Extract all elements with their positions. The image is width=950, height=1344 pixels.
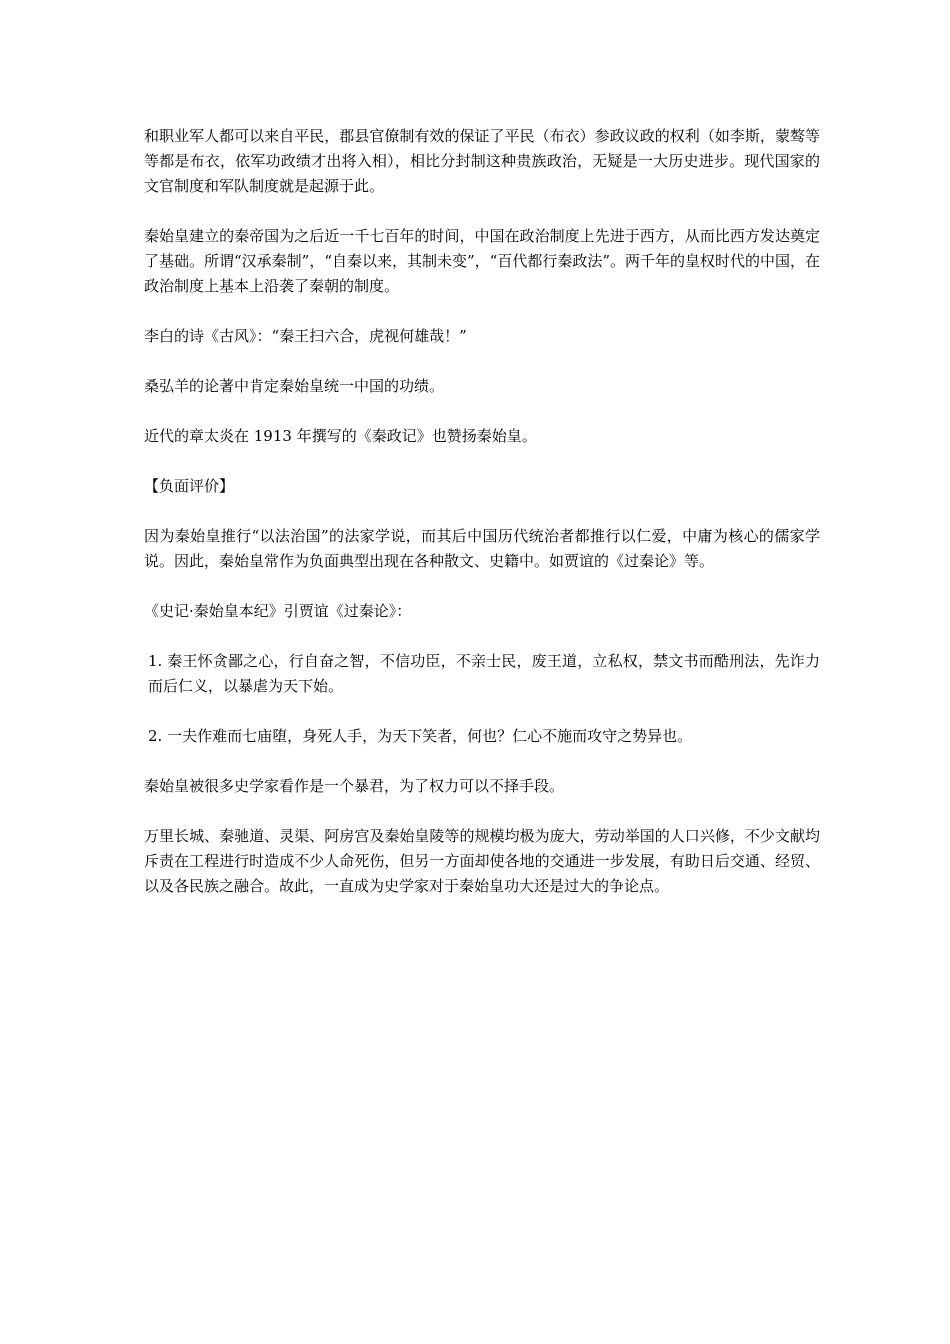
paragraph-sang-hongyang: 桑弘羊的论著中肯定秦始皇统一中国的功绩。	[144, 377, 445, 395]
paragraph-civil-military-system: 和职业军人都可以来自平民，郡县官僚制有效的保证了平民（布衣）参政议政的权利（如李斯，蒙骜等等都是布衣，依军功政绩才出将入相），相比分封制这种贵族政治，无疑是一大历史进步。现代国家的文官制度和军队制度就是起源于此。	[144, 127, 820, 195]
paragraph-zhang-taiyan: 近代的章太炎在 1913 年撰写的《秦政记》也赞扬秦始皇。	[144, 427, 537, 445]
paragraph-shiji-quote-intro: 《史记·秦始皇本纪》引贾谊《过秦论》：	[144, 602, 412, 620]
document-page	[144, 124, 820, 924]
section-heading-negative-evaluation: 【负面评价】	[144, 477, 235, 495]
paragraph-legalism-vs-confucianism: 因为秦始皇推行“以法治国”的法家学说，而其后中国历代统治者都推行以仁爱，中庸为核心的儒家学说。因此，秦始皇常作为负面典型出现在各种散文、史籍中。如贾谊的《过秦论》等。	[144, 527, 820, 570]
paragraph-qin-system-legacy: 秦始皇建立的秦帝国为之后近一千七百年的时间，中国在政治制度上先进于西方，从而比西方发达奠定了基础。所谓“汉承秦制”，“自秦以来，其制未变”，“百代都行秦政法”。两千年的皇权时代的中国，在政治制度上基本上沿袭了秦朝的制度。	[144, 227, 821, 295]
paragraph-tyrant-view: 秦始皇被很多史学家看作是一个暴君，为了权力可以不择手段。	[144, 777, 565, 795]
list-item-quote-2: 2. 一夫作难而七庙堕，身死人手，为天下笑者，何也？仁心不施而攻守之势异也。	[148, 727, 693, 745]
paragraph-li-bai-poem: 李白的诗《古风》：“秦王扫六合，虎视何雄哉！”	[144, 327, 467, 345]
paragraph-great-projects: 万里长城、秦驰道、灵渠、阿房宫及秦始皇陵等的规模均极为庞大，劳动举国的人口兴修，不少文献均斥责在工程进行时造成不少人命死伤，但另一方面却使各地的交通进一步发展，有助日后交通、经贸、以及各民族之融合。故此，一直成为史学家对于秦始皇功大还是过大的争论点。	[144, 827, 820, 895]
list-item-quote-1: 1. 秦王怀贪鄙之心，行自奋之智，不信功臣，不亲士民，废王道，立私权，禁文书而酷刑法，先诈力而后仁义，以暴虐为天下始。	[148, 652, 820, 695]
